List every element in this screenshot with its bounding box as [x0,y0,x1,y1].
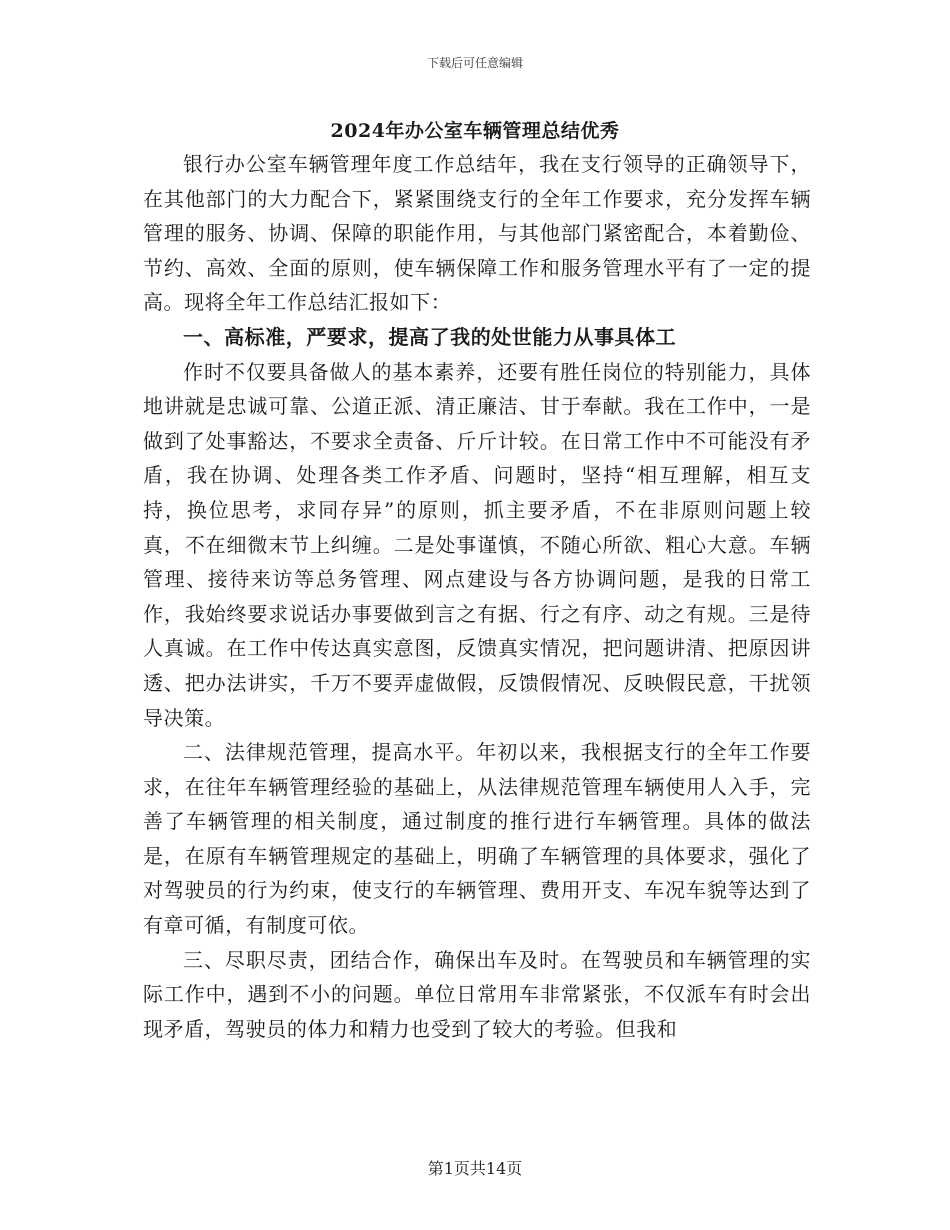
document-body [143,147,811,1046]
paragraph-section-3: 三、尽职尽责，团结合作，确保出车及时。在驾驶员和车辆管理的实际工作中，遇到不小的问题。单位日常用车非常紧张，不仅派车有时会出现矛盾，驾驶员的体力和精力也受到了较大的考验。但我和 [143,947,811,1041]
page-footer: 第1页共14页 [427,1159,523,1178]
paragraph-section-2: 二、法律规范管理，提高水平。年初以来，我根据支行的全年工作要求，在往年车辆管理经验的基础上，从法律规范管理车辆使用人入手，完善了车辆管理的相关制度，通过制度的推行进行车辆管理。具体的做法是，在原有车辆管理规定的基础上，明确了车辆管理的具体要求，强化了对驾驶员的行为约束，使支行的车辆管理、费用开支、车况车貌等达到了有章可循，有制度可依。 [143,740,811,938]
paragraph-intro: 银行办公室车辆管理年度工作总结年，我在支行领导的正确领导下，在其他部门的大力配合下，紧紧围绕支行的全年工作要求，充分发挥车辆管理的服务、协调、保障的职能作用，与其他部门紧密配合，本着勤俭、节约、高效、全面的原则，使车辆保障工作和服务管理水平有了一定的提高。现将全年工作总结汇报如下： [143,152,811,315]
paragraph-section-1: 作时不仅要具备做人的基本素养，还要有胜任岗位的特别能力，具体地讲就是忠诚可靠、公道正派、清正廉洁、甘于奉献。我在工作中，一是做到了处事豁达，不要求全责备、斤斤计较。在日常工作中不可能没有矛盾，我在协调、处理各类工作矛盾、问题时，坚持“相互理解，相互支持，换位思考，求同存异”的原则，抓主要矛盾，不在非原则问题上较真，不在细微末节上纠缠。二是处事谨慎，不随心所欲、粗心大意。车辆管理、接待来访等总务管理、网点建设与各方协调问题，是我的日常工作，我始终要求说话办事要做到言之有据、行之有序、动之有规。三是待人真诚。在工作中传达真实意图，反馈真实情况，把问题讲清、把原因讲透、把办法讲实，千万不要弄虚做假，反馈假情况、反映假民意，干扰领导决策。 [143,359,811,730]
section-heading-1: 一、高标准，严要求，提高了我的处世能力从事具体工 [183,324,677,349]
document-title: 2024年办公室车辆管理总结优秀 [330,120,620,142]
header-note: 下载后可任意编辑 [426,56,523,70]
